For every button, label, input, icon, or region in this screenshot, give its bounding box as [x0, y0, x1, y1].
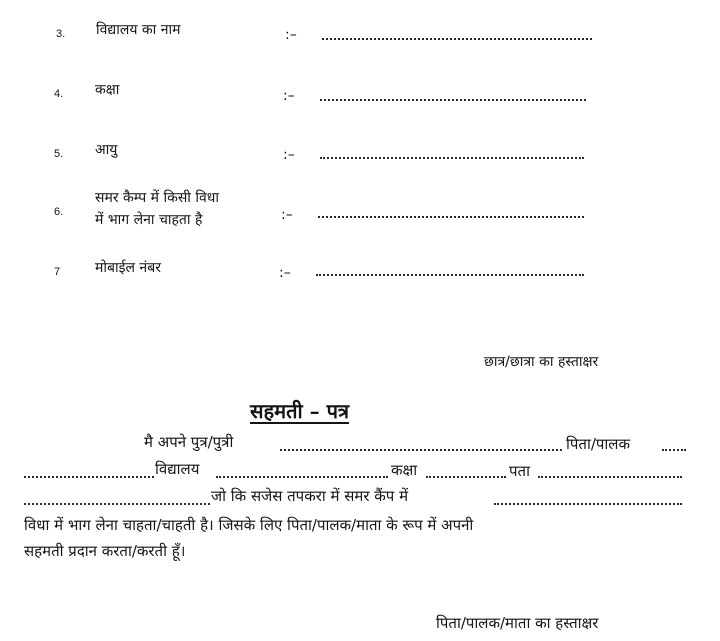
- activity-name-blank[interactable]: [494, 503, 682, 505]
- student-signature-label: छात्र/छात्रा का हस्ताक्षर: [484, 354, 599, 370]
- consent-school-blank[interactable]: [216, 476, 388, 478]
- field-label-age: आयु: [95, 142, 118, 158]
- field-separator: :–: [285, 27, 297, 43]
- field-number-5: 5.: [54, 148, 64, 160]
- consent-address-blank[interactable]: [538, 476, 682, 478]
- consent-parent-label: पिता/पालक: [566, 435, 630, 453]
- field-number-6: 6.: [54, 206, 64, 218]
- field-label-activity-line2: में भाग लेना चाहता है: [95, 212, 203, 228]
- address-continued-blank[interactable]: [24, 503, 210, 505]
- mobile-blank[interactable]: [316, 274, 584, 276]
- consent-address-label: पता: [509, 462, 530, 480]
- consent-class-blank[interactable]: [426, 476, 506, 478]
- field-number-3: 3.: [56, 28, 66, 40]
- field-separator: :–: [279, 265, 291, 281]
- consent-school-label: विद्यालय: [155, 460, 200, 478]
- consent-class-label: कक्षा: [391, 461, 418, 479]
- consent-line4-text: विधा में भाग लेना चाहता/चाहती है। जिसके लिए पिता/पालक/माता के रूप में अपनी: [24, 516, 474, 534]
- consent-line5-text: सहमती प्रदान करता/करती हूँ।: [24, 542, 186, 560]
- field-label-activity-line1: समर कैम्प में किसी विधा: [95, 190, 220, 206]
- child-name-blank[interactable]: [280, 449, 562, 451]
- guardian-signature-label: पिता/पालक/माता का हस्ताक्षर: [436, 614, 599, 632]
- field-label-class: कक्षा: [95, 82, 120, 98]
- field-number-4: 4.: [54, 88, 64, 100]
- parent-name-continued-blank[interactable]: [24, 476, 154, 478]
- consent-title: सहमती – पत्र: [250, 399, 350, 423]
- field-separator: :–: [283, 88, 295, 104]
- parent-name-blank[interactable]: [662, 449, 686, 451]
- field-separator: :–: [283, 147, 295, 163]
- field-label-school-name: विद्यालय का नाम: [96, 22, 181, 38]
- class-blank[interactable]: [320, 99, 586, 101]
- activity-blank[interactable]: [318, 216, 584, 218]
- field-separator: :–: [281, 207, 293, 223]
- field-label-mobile: मोबाईल नंबर: [95, 260, 161, 276]
- consent-line1-text: मै अपने पुत्र/पुत्री: [144, 433, 234, 451]
- field-number-7: 7: [54, 266, 61, 278]
- age-blank[interactable]: [320, 157, 584, 159]
- school-name-blank[interactable]: [322, 38, 592, 40]
- consent-line3-text: जो कि सजेस तपकरा में समर कैंप में: [211, 487, 409, 505]
